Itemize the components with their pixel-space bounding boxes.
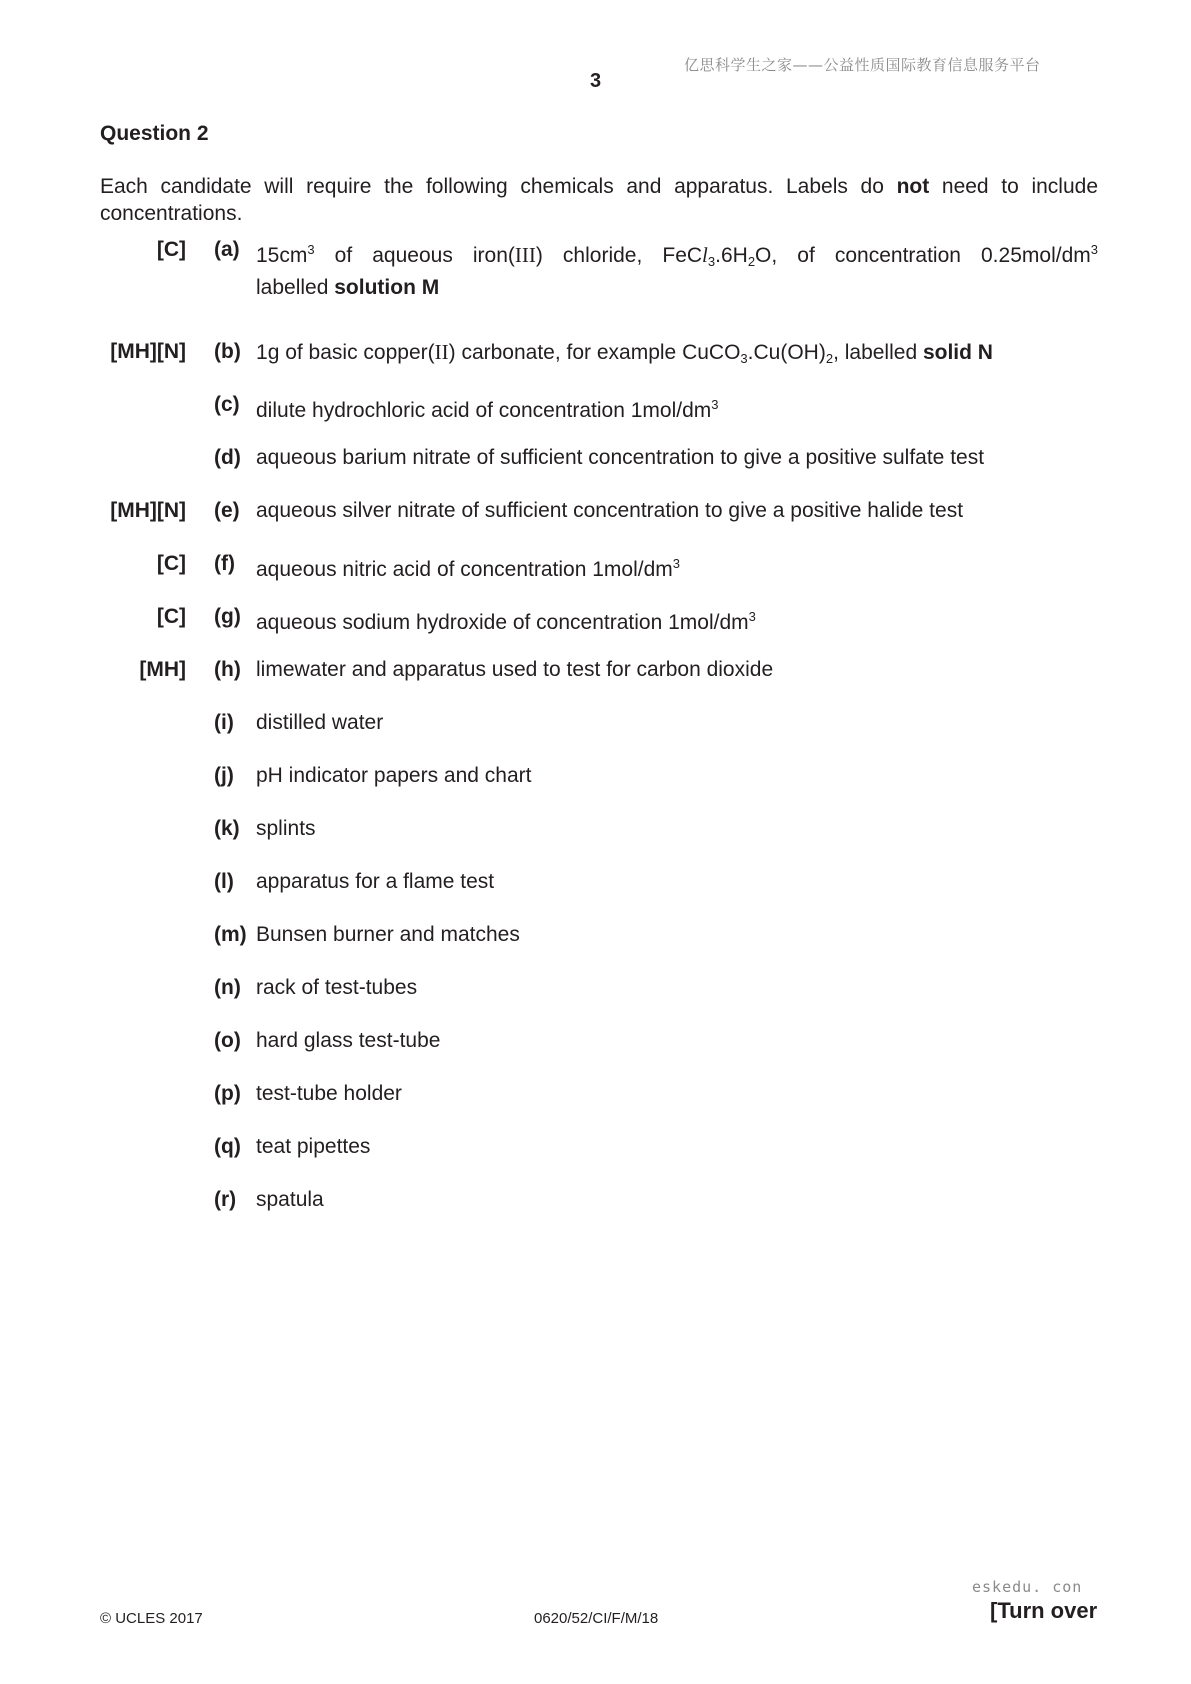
item-text: aqueous nitric acid of concentration $1mol/dm^3$ bbox=[256, 556, 680, 581]
item-letter: (f) bbox=[214, 552, 235, 575]
item-text: spatula bbox=[256, 1188, 324, 1211]
item-text: Bunsen burner and matches bbox=[256, 923, 520, 946]
item-letter: (d) bbox=[214, 446, 241, 469]
item-letter: (p) bbox=[214, 1082, 241, 1105]
item-tag: [C] bbox=[156, 552, 186, 575]
item-letter: (b) bbox=[214, 340, 241, 363]
item-tag: [MH] bbox=[139, 658, 186, 681]
item-text: teat pipettes bbox=[256, 1135, 371, 1158]
watermark-footer: eskedu. con bbox=[972, 1578, 1083, 1596]
item-text: hard glass test-tube bbox=[256, 1029, 441, 1052]
item-text: limewater and apparatus used to test for carbon dioxide bbox=[256, 658, 774, 681]
item-tag: [MH][N] bbox=[110, 340, 186, 363]
page-number: 3 bbox=[589, 70, 602, 92]
item-text: aqueous sodium hydroxide of concentration $1mol/dm^3$ bbox=[256, 609, 756, 634]
item-text: test-tube holder bbox=[256, 1082, 402, 1105]
item-letter: (l) bbox=[214, 870, 234, 893]
item-tag: [MH][N] bbox=[110, 499, 186, 522]
item-text: apparatus for a flame test bbox=[256, 870, 495, 893]
item-letter: (j) bbox=[214, 764, 234, 787]
item-text: aqueous silver nitrate of sufficient concentration to give a positive halide test bbox=[256, 499, 964, 522]
item-text: distilled water bbox=[256, 711, 384, 734]
item-text: aqueous barium nitrate of sufficient concentration to give a positive sulfate test bbox=[256, 446, 985, 469]
item-text: splints bbox=[256, 817, 316, 840]
item-text: 1g of basic copper(II) carbonate, for example $CuCO_3.Cu(OH)_2$, labelled solid N bbox=[256, 340, 993, 366]
item-tag: [C] bbox=[156, 605, 186, 628]
item-letter: (g) bbox=[214, 605, 241, 628]
turn-over-label: [Turn over bbox=[990, 1598, 1098, 1623]
item-letter: (n) bbox=[214, 976, 241, 999]
question-title: Question 2 bbox=[100, 122, 209, 145]
item-letter: (q) bbox=[214, 1135, 241, 1158]
item-letter: (r) bbox=[214, 1188, 237, 1211]
item-tag: [C] bbox=[156, 238, 186, 261]
item-letter: (a) bbox=[214, 238, 240, 261]
item-letter: (e) bbox=[214, 499, 240, 522]
item-letter: (o) bbox=[214, 1029, 241, 1052]
item-letter: (i) bbox=[214, 711, 234, 734]
paper-code: 0620/52/CI/F/M/18 bbox=[534, 1610, 659, 1627]
item-text: pH indicator papers and chart bbox=[256, 764, 532, 787]
item-letter: (c) bbox=[214, 393, 240, 416]
item-letter: (m) bbox=[214, 923, 247, 946]
item-letter: (k) bbox=[214, 817, 240, 840]
intro-paragraph: Each candidate will require the following chemicals and apparatus. Labels do not need to include concentrations. bbox=[100, 175, 1098, 225]
item-letter: (h) bbox=[214, 658, 241, 681]
item-text: dilute hydrochloric acid of concentration $1mol/dm^3$ bbox=[256, 397, 719, 422]
copyright-footer: © UCLES 2017 bbox=[100, 1610, 203, 1627]
item-text: rack of test-tubes bbox=[256, 976, 418, 999]
watermark-header: 亿思科学生之家——公益性质国际教育信息服务平台 bbox=[684, 56, 1041, 74]
item-text: $15cm^3$ of aqueous iron(III) chloride, $FeCl_3.6H_2O$, of concentration $0.25mol/dm^3$ labelled solution M bbox=[256, 242, 1098, 299]
